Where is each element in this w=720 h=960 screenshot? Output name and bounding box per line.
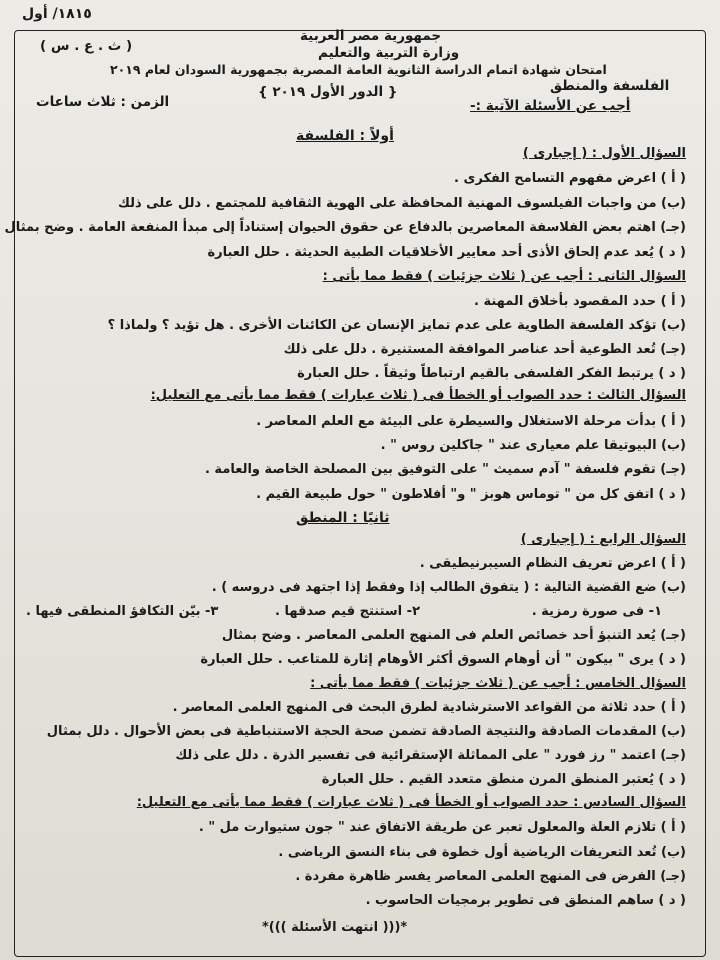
q3-item-b: (ب) البيوتيقا علم معيارى عند " جاكلين روس " .	[380, 438, 686, 453]
q5-item-a: ( أ ) حدد ثلاثة من القواعد الاسترشادية لطرق البحث فى المنهج العلمى المعاصر .	[172, 700, 686, 715]
q1-item-d: ( د ) يُعد عدم إلحاق الأذى أحد معايير الأخلاقيات الطبية الحديثة . حلل العبارة	[207, 245, 686, 260]
country-name: جمهورية مصر العربية	[300, 28, 442, 44]
q1-item-b: (ب) من واجبات الفيلسوف المهنية المحافظة على الهوية الثقافية للمجتمع . دلل على ذلك	[118, 196, 686, 211]
q2-item-b: (ب) تؤكد الفلسفة الطاوية على عدم تمايز الإنسان عن الكائنات الأخرى . هل تؤيد ؟ ولماذا ؟	[107, 318, 686, 333]
q6-item-b: (ب) تُعد التعريفات الرياضية أول خطوة فى بناء النسق الرياضى .	[278, 845, 686, 860]
q2-title: السؤال الثانى : أجب عن ( ثلاث جزئيات ) فقط مما يأتى :	[322, 269, 686, 284]
exam-title: امتحان شهادة اتمام الدراسة الثانوية العامة المصرية بجمهورية السودان لعام ٢٠١٩	[110, 62, 607, 77]
section-logic: ثانيًا : المنطق	[296, 510, 390, 526]
answer-instruction: أجب عن الأسئلة الآتية :-	[470, 98, 631, 114]
exam-duration: الزمن : ثلاث ساعات	[36, 94, 170, 110]
q1-item-c: (جـ) اهتم بعض الفلاسفة المعاصرين بالدفاع عن حقوق الحيوان إستناداً إلى مبدأ المنفعة العامة . وضح بمثال	[4, 220, 686, 235]
q6-title: السؤال السادس : حدد الصواب أو الخطأ فى ( ثلاث عبارات ) فقط مما يأتى مع التعليل:	[136, 795, 686, 810]
q4-item-c: (جـ) يُعد التنبؤ أحد خصائص العلم فى المنهج العلمى المعاصر . وضح بمثال	[221, 628, 686, 643]
q4-item-d: ( د ) يرى " بيكون " أن أوهام السوق أكثر الأوهام إثارة للمتاعب . حلل العبارة	[200, 652, 686, 667]
q3-item-d: ( د ) اتفق كل من " توماس هوبز " و" أفلاطون " حول طبيعة القيم .	[256, 487, 686, 502]
page-number: ١٨١٥/ أول	[22, 6, 92, 22]
q2-item-a: ( أ ) حدد المقصود بأخلاق المهنة .	[474, 294, 686, 309]
q6-item-a: ( أ ) تلازم العلة والمعلول تعبر عن طريقة الاتفاق عند " جون ستيوارت مل " .	[198, 820, 686, 835]
q3-title: السؤال الثالث : حدد الصواب أو الخطأ فى ( ثلاث عبارات ) فقط مما يأتى مع التعليل:	[150, 388, 686, 403]
q4-subitem-1: ١- فى صورة رمزية .	[531, 604, 662, 619]
exam-session: { الدور الأول ٢٠١٩ }	[258, 84, 398, 100]
q2-item-d: ( د ) يرتبط الفكر الفلسفى بالقيم ارتباطاً وثيقاً . حلل العبارة	[297, 366, 686, 381]
end-of-questions: *((( انتهت الأسئلة )))*	[262, 920, 408, 935]
q3-item-c: (جـ) تقوم فلسفة " آدم سميث " على التوفيق بين المصلحة الخاصة والعامة .	[204, 462, 686, 477]
q3-item-a: ( أ ) بدأت مرحلة الاستغلال والسيطرة على البيئة مع العلم المعاصر .	[256, 414, 686, 429]
q1-item-a: ( أ ) اعرض مفهوم التسامح الفكرى .	[454, 171, 686, 186]
q5-item-d: ( د ) يُعتبر المنطق المرن منطق متعدد القيم . حلل العبارة	[321, 772, 686, 787]
q4-subitem-3: ٣- بيّن التكافؤ المنطقى فيها .	[26, 604, 219, 619]
ministry-name: وزارة التربية والتعليم	[318, 45, 460, 61]
exam-code: ( ث . ع . س )	[40, 38, 133, 54]
q5-title: السؤال الخامس : أجب عن ( ثلاث جزئيات ) فقط مما يأتى :	[310, 676, 686, 691]
q5-item-c: (جـ) اعتمد " رز فورد " على المماثلة الإستقرائية فى تفسير الذرة . دلل على ذلك	[175, 748, 686, 763]
subject-name: الفلسفة والمنطق	[550, 78, 670, 94]
q6-item-c: (جـ) الفرض فى المنهج العلمى المعاصر يفسر ظاهرة مفردة .	[295, 869, 686, 884]
q4-title: السؤال الرابع : ( إجبارى )	[520, 532, 686, 547]
q5-item-b: (ب) المقدمات الصادقة والنتيجة الصادقة تضمن صحة الحجة الاستنباطية فى بعض الأحوال . دلل بمثال	[46, 724, 686, 739]
q4-item-a: ( أ ) اعرض تعريف النظام السيبرنيطيقى .	[419, 556, 686, 571]
q4-subitem-2: ٢- استنتج قيم صدقها .	[275, 604, 420, 619]
q1-title: السؤال الأول : ( إجبارى )	[522, 146, 686, 161]
q4-item-b: (ب) ضع القضية التالية : ( يتفوق الطالب إذا وفقط إذا اجتهد فى دروسه ) .	[211, 580, 686, 595]
section-philosophy: أولاً : الفلسفة	[296, 128, 394, 144]
q6-item-d: ( د ) ساهم المنطق فى تطوير برمجيات الحاسوب .	[365, 893, 686, 908]
q2-item-c: (جـ) تُعد الطوعية أحد عناصر الموافقة المستنيرة . دلل على ذلك	[283, 342, 686, 357]
